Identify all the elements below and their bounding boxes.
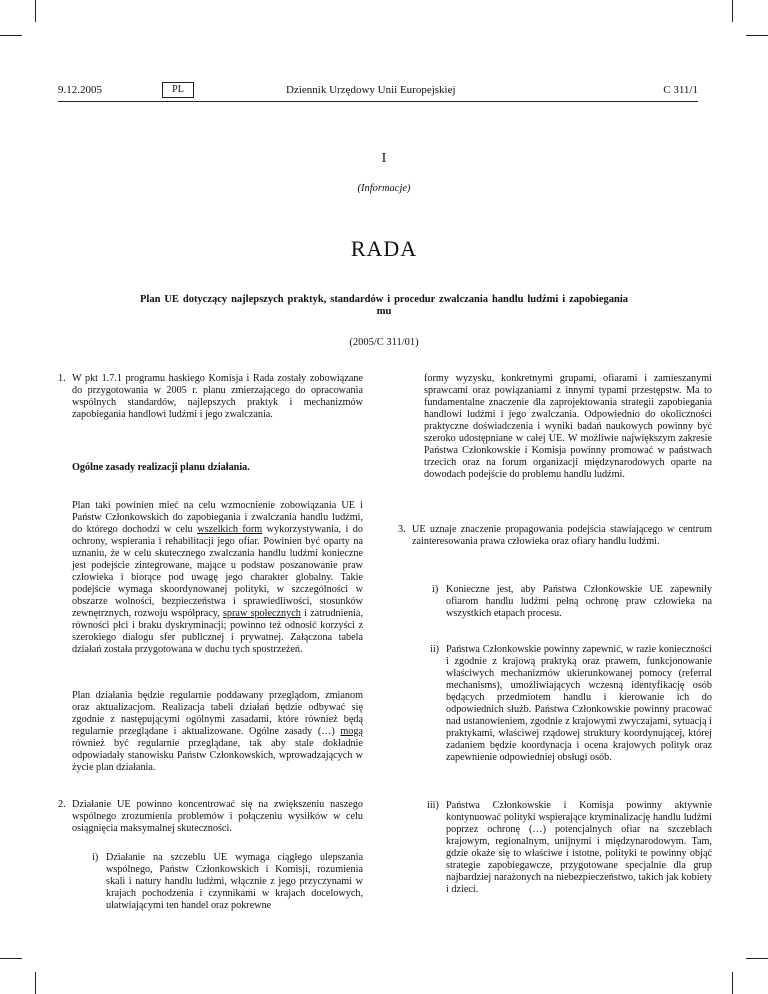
paragraph-number: 2. bbox=[58, 799, 66, 810]
crop-mark-top-right-h bbox=[746, 35, 768, 36]
item-number: i) bbox=[432, 584, 439, 595]
list-item: Państwa Członkowskie powinny zapewnić, w razie konieczności i zgodnie z krajową praktyką oraz prawem, funkcjonowanie właściwych mechanizmów ukierunkowanej pomocy (referral mechanisms), umożliwiających wczesną identyfikację osób będących przedmiotem handlu i kierowanie ich do odpowiednich służb. Państwa Członkowskie powinny pracować nad ustanowieniem, zgodnie z krajowymi zwyczajami, sytuacją i praktykami, właściwej rządowej struktury koordynującej, której zadaniem będzie koordynacja i ocena krajowych polityk oraz zapewnienie odpowiedniej obsługi osób. bbox=[446, 644, 712, 763]
paragraph-text: wykorzystywania, i do ochrony, wspierania i rehabilitacji jego ofiar. Powinien być oparty na uznaniu, że w celu skutecznego zwalczania handlu ludźmi konieczne jest podejście zintegrowane, mające u podstaw poszanowanie praw człowieka i biorące pod uwagę jego charakter globalny. Takie podejście wymaga skoordynowanej polityki, w szczególności w obszarze wolności, bezpieczeństwa i sprawiedliwości, stosunków zewnętrznych, rozwoju współpracy, bbox=[72, 524, 363, 619]
document-title: Plan UE dotyczący najlepszych praktyk, standardów i procedur zwalczania handlu ludźmi i zapobiegania mu bbox=[140, 294, 628, 317]
language-badge: PL bbox=[162, 82, 194, 98]
section-heading: Ogólne zasady realizacji planu działania. bbox=[72, 462, 250, 473]
paragraph-text: również być regularnie przeglądane, tak aby stale dokładnie odpowiadały stanowisku Państw Członkowskich, wprowadzających w życie plan działania. bbox=[72, 738, 363, 773]
paragraph: W pkt 1.7.1 programu haskiego Komisja i Rada zostały zobowiązane do przygotowania w 2005 r. planu zmierzającego do opracowania wspólnych standardów, najlepszych praktyk i mechanizmów zapobiegania handlowi ludźmi i jego zwalczania. bbox=[72, 373, 363, 420]
journal-title: Dziennik Urzędowy Unii Europejskiej bbox=[286, 84, 456, 96]
paragraph-text: Plan działania będzie regularnie poddawany przeglądom, zmianom oraz aktualizacjom. Realizacja tabeli działań będzie odbywać się zgodnie z następującymi ogólnymi zasadami, które również będą regularnie przeglądane i aktualizowane. Ogólne zasady (…) bbox=[72, 690, 363, 737]
page-reference: C 311/1 bbox=[663, 84, 698, 96]
crop-mark-bottom-left-h bbox=[0, 958, 22, 959]
crop-mark-bottom-left-v bbox=[35, 972, 36, 994]
underlined-text: wszelkich form bbox=[197, 524, 263, 535]
item-number: ii) bbox=[430, 644, 440, 655]
underlined-text: spraw społecznych bbox=[222, 608, 301, 619]
paragraph: formy wyzysku, konkretnymi grupami, ofiarami i zamieszanymi sprawcami oraz powiązaniami z innymi typami przestępstw. Ma to fundamentalne znaczenie dla zaprojektowania strategii zapobiegania handlowi ludźmi i jego zwalczania. Odpowiednio do okoliczności praktyczne doświadczenia i wyniki badań naukowych powinny być szeroko udostępniane w całej UE. W możliwie największym zakresie Państwa Członkowskie i Komisja powinny promować w państwach trzecich oraz na forum organizacji międzynarodowych oparte na dowodach podejście do problemu handlu ludźmi. bbox=[424, 373, 712, 480]
document-reference: (2005/C 311/01) bbox=[349, 337, 419, 348]
paragraph: Działanie UE powinno koncentrować się na zwiększeniu naszego wspólnego zrozumienia problemów i połączeniu wysiłków w celu osiągnięcia maksymalnej skuteczności. bbox=[72, 799, 363, 834]
paragraph bbox=[72, 690, 363, 774]
paragraph-text: i zatrudnienia, równości płci i braku dyskryminacji; powinno też odnosić korzyści z szerokiego dialogu sfer publicznej i prywatnej. Załączona tabela działań została przygotowana w duchu tych spostrzeżeń. bbox=[72, 608, 363, 655]
section-number: I bbox=[381, 151, 387, 166]
crop-mark-bottom-right-h bbox=[746, 958, 768, 959]
paragraph: UE uznaje znaczenie propagowania podejścia stawiającego w centrum zainteresowania prawa człowieka oraz ofiary handlu ludźmi. bbox=[412, 524, 712, 547]
list-item: Konieczne jest, aby Państwa Członkowskie UE zapewniły ofiarom handlu ludźmi pełną ochronę praw człowieka na wszystkich etapach procesu. bbox=[446, 584, 712, 619]
crop-mark-top-left-h bbox=[0, 35, 22, 36]
paragraph-number: 3. bbox=[398, 524, 406, 535]
institution-heading: RADA bbox=[350, 236, 418, 261]
item-number: iii) bbox=[427, 800, 439, 811]
underlined-text: mogą bbox=[340, 726, 363, 737]
section-label: (Informacje) bbox=[357, 183, 411, 194]
list-item: Państwa Członkowskie i Komisja powinny aktywnie kontynuować polityki wspierające kryminalizację handlu ludźmi poprzez ochronę (…) potencjalnych ofiar na szczeblach krajowym, regionalnym, unijnymi i międzynarodowym. Tam, gdzie okaże się to właściwe i istotne, polityki te powinny objąć strategie zapobiegawcze, przygotowane specjalnie dla grup najbardziej narażonych na niebezpieczeństwo, takich jak kobiety i dzieci. bbox=[446, 800, 712, 895]
paragraph bbox=[72, 500, 363, 656]
paragraph-text: Plan taki powinien mieć na celu wzmocnienie zobowiązania UE i Państw Członkowskich do zapobiegania i zwalczania handlu ludźmi, do którego dochodzi w celu bbox=[72, 500, 363, 535]
header-date: 9.12.2005 bbox=[58, 84, 102, 96]
list-item: Działanie na szczeblu UE wymaga ciągłego ulepszania wspólnego, Państw Członkowskich i Komisji, rozumienia skali i natury handlu ludźmi, włącznie z jego przyczynami w krajach pochodzenia i czynnikami w krajach docelowych, ułatwiającymi ten handel oraz pokrewne bbox=[106, 852, 363, 911]
header-rule bbox=[58, 101, 698, 102]
paragraph-number: 1. bbox=[58, 373, 66, 384]
crop-mark-top-right-v bbox=[732, 0, 733, 22]
crop-mark-bottom-right-v bbox=[732, 972, 733, 994]
item-number: i) bbox=[92, 852, 99, 863]
crop-mark-top-left-v bbox=[35, 0, 36, 22]
